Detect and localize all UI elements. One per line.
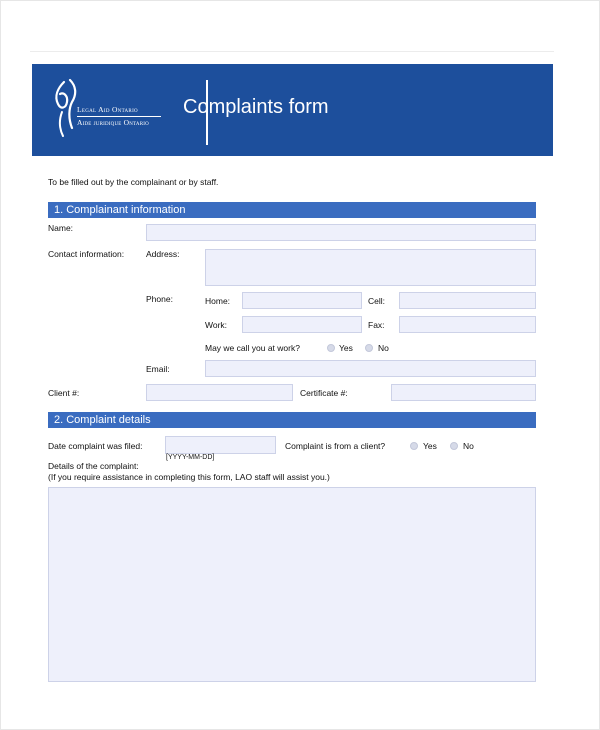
certificate-number-label: Certificate #: bbox=[300, 388, 348, 398]
assistance-note: (If you require assistance in completing this form, LAO staff will assist you.) bbox=[48, 472, 330, 482]
address-input[interactable] bbox=[205, 249, 536, 286]
date-filed-input[interactable] bbox=[165, 436, 276, 454]
section-complainant-information: 1. Complainant information bbox=[48, 202, 536, 218]
intro-text: To be filled out by the complainant or by staff. bbox=[48, 177, 219, 187]
call-at-work-no-label: No bbox=[378, 343, 389, 353]
work-phone-input[interactable] bbox=[242, 316, 362, 333]
call-at-work-yes-radio[interactable] bbox=[327, 344, 335, 352]
form-title: Complaints form bbox=[183, 96, 329, 118]
cell-phone-input[interactable] bbox=[399, 292, 536, 309]
org-name-english: Legal Aid Ontario bbox=[77, 105, 138, 114]
email-input[interactable] bbox=[205, 360, 536, 377]
fax-input[interactable] bbox=[399, 316, 536, 333]
call-at-work-yes-label: Yes bbox=[339, 343, 353, 353]
date-filed-label: Date complaint was filed: bbox=[48, 441, 143, 451]
home-phone-label: Home: bbox=[205, 296, 231, 306]
call-at-work-no-radio[interactable] bbox=[365, 344, 373, 352]
fax-label: Fax: bbox=[368, 320, 385, 330]
name-label: Name: bbox=[48, 223, 74, 233]
from-client-no-label: No bbox=[463, 441, 474, 451]
certificate-number-input[interactable] bbox=[391, 384, 536, 401]
from-client-no-radio[interactable] bbox=[450, 442, 458, 450]
header-banner bbox=[32, 64, 553, 156]
from-client-question: Complaint is from a client? bbox=[285, 441, 386, 451]
call-at-work-question: May we call you at work? bbox=[205, 343, 300, 353]
client-number-input[interactable] bbox=[146, 384, 293, 401]
date-format-hint: [YYYY-MM-DD] bbox=[166, 454, 215, 461]
home-phone-input[interactable] bbox=[242, 292, 362, 309]
phone-label: Phone: bbox=[146, 294, 173, 304]
org-name-french: Aide juridique Ontario bbox=[77, 118, 149, 127]
complaint-details-textarea[interactable] bbox=[48, 487, 536, 682]
from-client-yes-label: Yes bbox=[423, 441, 437, 451]
section-complaint-details: 2. Complaint details bbox=[48, 412, 536, 428]
name-input[interactable] bbox=[146, 224, 536, 241]
work-phone-label: Work: bbox=[205, 320, 228, 330]
complaint-details-label: Details of the complaint: bbox=[48, 461, 139, 471]
client-number-label: Client #: bbox=[48, 388, 80, 398]
email-label: Email: bbox=[146, 364, 170, 374]
org-name-divider bbox=[77, 116, 161, 117]
address-label: Address: bbox=[146, 249, 180, 259]
cell-phone-label: Cell: bbox=[368, 296, 386, 306]
from-client-yes-radio[interactable] bbox=[410, 442, 418, 450]
contact-information-label: Contact information: bbox=[48, 249, 125, 259]
page-top-edge bbox=[30, 51, 554, 52]
